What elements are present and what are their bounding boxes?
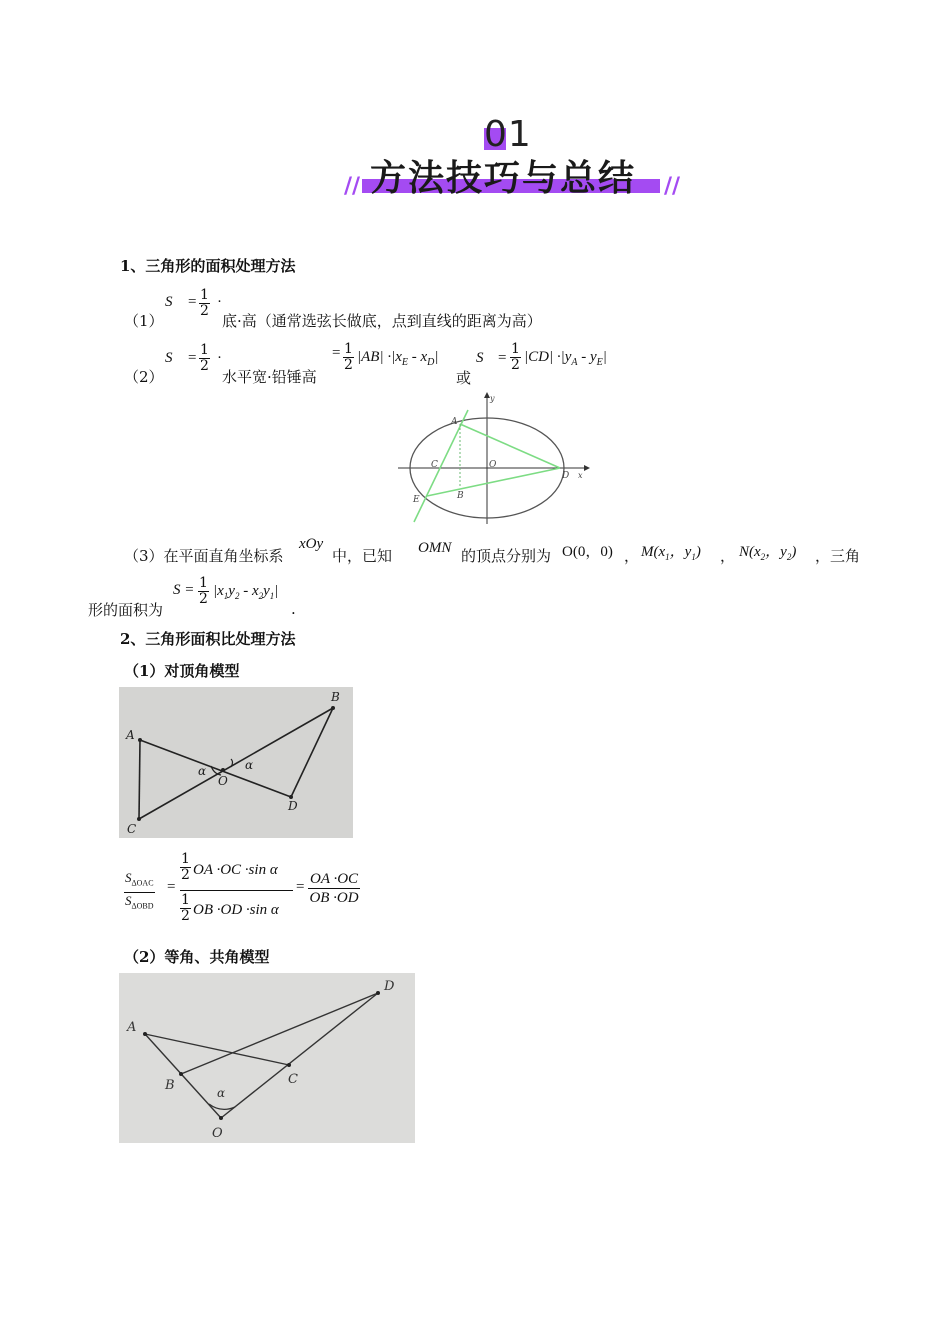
item2-S: S — [165, 350, 173, 366]
item1-frac-num: 1 — [200, 287, 209, 303]
ratio-mid-top-expr: OA ·OC ·sin α — [193, 862, 278, 878]
ratio-mid-bottom-half-num: 1 — [181, 892, 190, 908]
item2-or: 或 — [456, 369, 472, 387]
item2-f2-S: S — [476, 350, 484, 366]
item3-f-a: |x — [213, 583, 224, 599]
ratio-lhs-num-sub: ΔOAC — [131, 878, 154, 888]
item2-f2-sub1: A — [571, 357, 578, 368]
item2-f2-sub2: E — [596, 357, 603, 368]
fig2-point-O — [219, 1116, 223, 1120]
item3-frac-den: 2 — [199, 591, 208, 607]
ratio-lhs-num-S: S — [125, 870, 132, 885]
fig1-vertical-angle-photo — [119, 687, 353, 838]
ellipse-label-B: B — [457, 491, 464, 501]
item2-f2-num: 1 — [511, 341, 520, 357]
item1-label: （1） — [124, 312, 164, 330]
item3-M-a: M(x — [641, 544, 666, 560]
item2-f1-mid: - x — [407, 349, 428, 365]
banner-number: 01 — [484, 114, 532, 155]
ratio-lhs — [124, 870, 155, 914]
ellipse-x-arrow — [584, 465, 590, 471]
item3-xOy: xOy — [299, 536, 324, 552]
section2-model1: （1）对顶角模型 — [124, 662, 240, 680]
item2-fraction — [199, 343, 210, 374]
item3-f-c: - x — [239, 583, 259, 599]
ratio-middle-fraction — [180, 848, 293, 935]
fig1-line-AC — [139, 740, 140, 819]
ratio-rhs — [308, 870, 360, 907]
fig1-background — [119, 687, 353, 838]
item3-f-s3: 2 — [258, 591, 264, 601]
item3-f-b: y — [228, 583, 235, 599]
ratio-mid-bottom-expr: OB ·OD ·sin α — [193, 902, 279, 918]
ratio-rhs-den: OB ·OD — [309, 890, 359, 906]
ratio-middle-top — [180, 848, 293, 891]
item2-f2-body: |CD| ·|y — [524, 349, 572, 365]
item2-f1-end: | — [434, 349, 439, 365]
item2-f2-formula — [524, 349, 607, 368]
item2-label: （2） — [124, 368, 164, 386]
item2-frac-den: 2 — [200, 358, 209, 374]
ratio-mid-bottom-half-den: 2 — [181, 908, 190, 924]
section2-heading: 2、三角形面积比处理方法 — [120, 630, 296, 648]
item2-f2-den: 2 — [511, 357, 520, 373]
fig2-label-B: B — [165, 1078, 175, 1093]
item2-f1-sub1: E — [401, 357, 408, 368]
item3-M-b: ，y — [669, 544, 692, 560]
ratio-rhs-num: OA ·OC — [310, 871, 359, 887]
item3-f-s1: 1 — [223, 591, 229, 601]
fig1-label-A: A — [126, 728, 135, 742]
item2-f2-mid: - y — [577, 349, 597, 365]
item2-f2-fraction — [510, 342, 521, 373]
item2-f1-den: 2 — [344, 357, 353, 373]
item1-dot: · — [217, 294, 222, 310]
fig2-shared-angle-photo — [119, 973, 415, 1143]
item2-f1-fraction — [343, 342, 354, 373]
item3-M — [641, 540, 701, 562]
item3-N-sub1: 2 — [760, 552, 766, 562]
fig1-label-B: B — [331, 690, 340, 704]
item3-M-sub1: 1 — [665, 552, 670, 562]
ellipse-label-E: E — [413, 495, 420, 505]
ellipse-label-D: D — [562, 471, 570, 481]
section2-model2: （2）等角、共角模型 — [124, 948, 270, 966]
banner-deco-right: // — [664, 174, 681, 199]
item3-t2: 的顶点分别为 — [461, 547, 552, 565]
ratio-lhs-den-sub: ΔOBD — [131, 901, 154, 911]
fig2-point-D — [376, 991, 380, 995]
ratio-lhs-num — [124, 870, 155, 893]
item2-f2-eq: = — [498, 350, 507, 366]
fig1-point-C — [137, 817, 141, 821]
fig1-label-O: O — [218, 774, 228, 788]
fig1-point-B — [331, 706, 335, 710]
item3-N-c: ) — [791, 544, 797, 560]
item2-f1-formula — [357, 349, 438, 368]
item2-text: 水平宽·铅锤高 — [222, 368, 317, 386]
item2-eq: = — [188, 350, 197, 366]
ellipse-label-A: A — [451, 417, 458, 427]
item1-S: S — [165, 294, 173, 310]
ellipse-label-y: y — [490, 394, 495, 403]
item3-fraction — [198, 576, 209, 607]
item3-O: O(0，0) — [562, 544, 613, 560]
ratio-eq2: = — [296, 879, 305, 895]
item3-t3: ，三角 — [815, 547, 861, 565]
line-ED — [427, 468, 560, 496]
item2-f1-num: 1 — [344, 341, 353, 357]
item3-N-sub2: 2 — [786, 552, 792, 562]
item3-period: . — [291, 600, 296, 618]
item3-t4: 形的面积为 — [88, 601, 164, 619]
ellipse-label-C: C — [431, 460, 438, 470]
ratio-mid-top-half-num: 1 — [181, 851, 190, 867]
ratio-middle-bottom — [180, 891, 293, 935]
item3-f-s2: 2 — [234, 591, 240, 601]
fig1-label-C: C — [127, 822, 137, 836]
item3-comma1: ， — [624, 547, 640, 565]
fig2-point-C — [287, 1063, 291, 1067]
fig1-label-alpha-left: α — [198, 764, 207, 778]
fig1-label-D: D — [288, 799, 298, 813]
fig2-point-A — [143, 1032, 147, 1036]
item1-text: 底·高（通常选弦长做底，点到直线的距离为高） — [222, 312, 542, 330]
item2-f2-end: | — [602, 349, 607, 365]
item3-comma2: ， — [720, 547, 736, 565]
item2-f1-body: |AB| ·|x — [357, 349, 402, 365]
item2-f1-sub2: D — [427, 357, 435, 368]
ratio-lhs-den-S: S — [125, 892, 132, 908]
fig2-label-O: O — [212, 1126, 223, 1141]
item1-frac-den: 2 — [200, 303, 209, 319]
item3-frac-num: 1 — [199, 575, 208, 591]
ratio-lhs-den — [124, 893, 155, 915]
item3-f-s4: 1 — [269, 591, 275, 601]
item3-f-e: | — [274, 583, 279, 599]
fig1-label-alpha-right: α — [245, 758, 254, 772]
item3-f-d: y — [263, 583, 270, 599]
item2-f1-eq: = — [332, 345, 341, 361]
banner-deco-left: // — [344, 174, 361, 199]
ratio-eq1: = — [167, 879, 176, 895]
ellipse-figure — [396, 390, 592, 526]
ratio-mid-top-half — [180, 852, 191, 883]
fig2-label-A: A — [127, 1020, 137, 1035]
item3-label: （3）在平面直角坐标系 — [124, 547, 284, 565]
item1-fraction — [199, 288, 210, 319]
ratio-mid-top-half-den: 2 — [181, 867, 190, 883]
item3-line1 — [124, 545, 284, 566]
item2-dot: · — [217, 350, 222, 366]
fig2-label-D: D — [384, 979, 395, 994]
ellipse-label-O: O — [489, 460, 497, 470]
fig2-label-alpha: α — [217, 1086, 226, 1100]
item3-OMN: OMN — [418, 540, 452, 556]
fig1-point-A — [138, 738, 142, 742]
fig1-point-O — [221, 768, 225, 772]
item3-N-a: N(x — [739, 544, 761, 560]
item3-M-sub2: 1 — [691, 552, 696, 562]
line-AD — [460, 424, 560, 468]
item2-frac-num: 1 — [200, 342, 209, 358]
item1-eq: = — [188, 294, 197, 310]
item3-S: S = — [173, 582, 195, 598]
banner-title: 方法技巧与总结 — [370, 158, 637, 199]
fig2-label-C: C — [288, 1072, 298, 1087]
section1-heading: 1、三角形的面积处理方法 — [120, 257, 296, 275]
item3-N — [739, 540, 796, 562]
item3-M-c: ) — [695, 544, 701, 560]
ratio-mid-bottom-half — [180, 893, 191, 924]
item3-N-b: ，y — [765, 544, 787, 560]
item3-area-formula — [213, 583, 278, 601]
item3-t1: 中，已知 — [332, 547, 393, 565]
ellipse-label-x: x — [578, 471, 583, 480]
fig2-point-B — [179, 1072, 183, 1076]
